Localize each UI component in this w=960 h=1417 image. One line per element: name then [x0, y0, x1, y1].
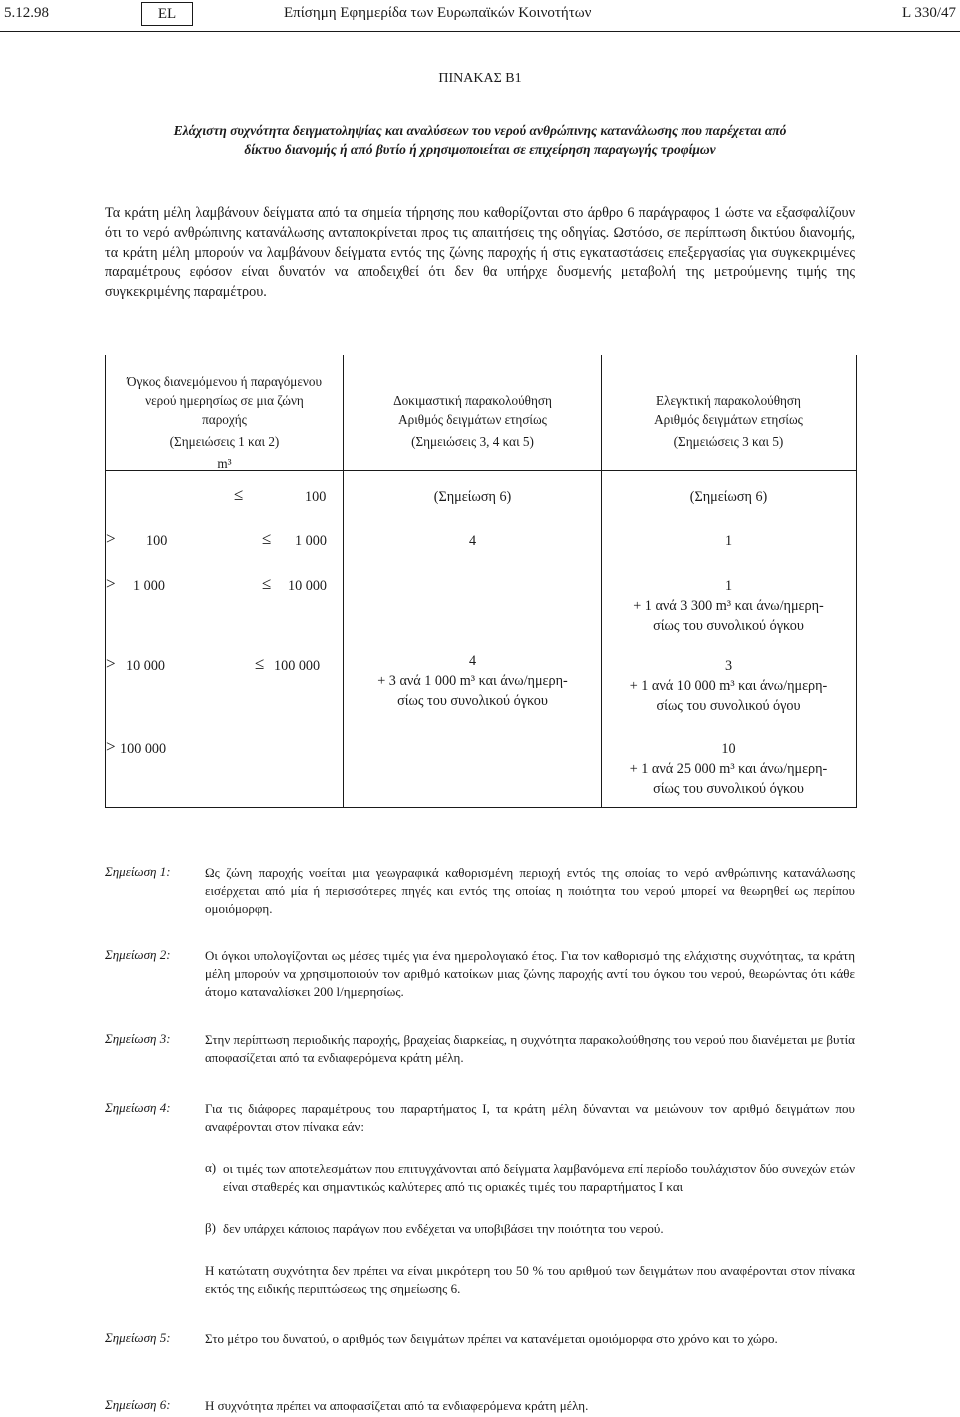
header-page-ref: L 330/47 [901, 5, 956, 21]
note5-text [205, 1330, 855, 1348]
row2-gt-symbol: > [106, 529, 116, 548]
col1-header [106, 372, 343, 473]
col1-header-unit: m³ [217, 456, 232, 471]
note3-label: Σημείωση 3: [105, 1031, 171, 1046]
row5-lower: 100 000 [120, 741, 167, 757]
note6-label: Σημείωση 6: [105, 1397, 171, 1412]
intro-text: Τα κράτη μέλη λαμβάνουν δείγματα από τα σημεία τήρησης που καθορίζονται στο άρθρο 6 παράγραφος 1 ώστε να εξασφαλίζουν ότι το νερό ανθρώπινης κατανάλωσης ανταποκρίνεται προς τις απαιτήσεις της οδηγίας. Ωστόσο, σε περίπτωση δικτύου διανομής, τα κράτη μέλη μπορούν να λαμβάνουν δείγματα εντός της ζώνης παροχής ή στις εγκαταστάσεις επεξεργασίας για συγκεκριμένες παραμέτρους εφόσον είναι δυνατόν να αποδειχθεί ότι δεν θα υπήρχε δυσμενής μεταβολή της μετρούμενης τιμής της συγκεκριμένης παραμέτρου. [105, 205, 855, 301]
row4-audit-extra: + 1 ανά 10 000 m³ και άνω/ημερη- [629, 678, 828, 694]
note3-paragraph: Στην περίπτωση περιοδικής παροχής, βραχείας διαρκείας, η συχνότητα παρακολούθησης του νερού που διανέμεται με βυτία αποφασίζεται από τα ενδιαφερόμενα κράτη μέλη. [205, 1032, 855, 1065]
table-title: ΠΙΝΑΚΑΣ Β1 [438, 71, 522, 86]
note5-paragraph: Στο μέτρο του δυνατού, ο αριθμός των δειγμάτων πρέπει να κατανέμεται ομοιόμορφα στο χρόνο και το χώρο. [205, 1331, 778, 1346]
row4-gt-symbol: > [106, 654, 116, 673]
table-subtitle-line1: Ελάχιστη συχνότητα δειγματοληψίας και αναλύσεων του νερού ανθρώπινης κατανάλωσης που παρέχεται από [173, 123, 787, 138]
note2-text [205, 947, 855, 1001]
header-journal-title: Επίσημη Εφημερίδα των Ευρωπαϊκών Κοινοτήτων [284, 5, 592, 21]
note4-item-b-marker: β) [205, 1220, 216, 1235]
note1-paragraph: Ως ζώνη παροχής νοείται μια γεωγραφικά καθορισμένη περιοχή εντός της οποίας το νερό ανθρώπινης κατανάλωσης εισέρχεται από μία ή περισσότερες πηγές και εντός της οποίας η ποιότητα του νερού μπορεί να θεωρηθεί ως περίπου ομοιόμορφη. [205, 865, 855, 916]
header-rule [0, 31, 960, 32]
row5-audit-base: 10 [721, 741, 736, 757]
note3-text [205, 1031, 855, 1067]
col2-header-line1: Δοκιμαστική παρακολούθηση [393, 393, 552, 408]
col3-header-notes: (Σημειώσεις 3 και 5) [673, 434, 784, 449]
row3-gt-symbol: > [106, 574, 116, 593]
row2-audit-samples: 1 [724, 533, 733, 549]
row4-audit-samples [602, 656, 855, 716]
row3-le-symbol: ≤ [262, 574, 272, 593]
row5-gt-symbol: > [106, 737, 116, 756]
row3-upper: 10 000 [288, 578, 328, 594]
row2-upper: 1 000 [295, 533, 327, 549]
row4-trial-extra-cont: σίως του συνολικού όγκου [397, 693, 548, 709]
row4-audit-base: 3 [724, 658, 733, 674]
col1-header-line2: νερού ημερησίως σε μια ζώνη [145, 393, 304, 408]
row1-audit-samples: (Σημείωση 6) [689, 489, 768, 505]
col3-header [602, 391, 855, 451]
col1-header-notes: (Σημειώσεις 1 και 2) [169, 434, 280, 449]
row3-audit-extra: + 1 ανά 3 300 m³ και άνω/ημερη- [633, 598, 824, 614]
note4-paragraph: Για τις διάφορες παραμέτρους του παραρτήματος I, τα κράτη μέλη δύνανται να μειώνουν τον αριθμό δειγμάτων που αναφέρονται στον πίνακα εάν: [205, 1101, 855, 1134]
row3-audit-extra-cont: σίως του συνολικού όγκου [653, 618, 804, 634]
row2-lower: 100 [146, 533, 168, 549]
row4-audit-extra-cont: σίως του συνολικού όγου [656, 698, 801, 714]
note4-label: Σημείωση 4: [105, 1100, 171, 1115]
row5-audit-extra-cont: σίως του συνολικού όγκου [653, 781, 804, 797]
row5-audit-samples [602, 739, 855, 799]
row4-trial-samples [344, 651, 601, 711]
col3-header-line1: Ελεγκτική παρακολούθηση [656, 393, 801, 408]
note4-tail [205, 1262, 855, 1298]
intro-paragraph [105, 204, 855, 303]
note6-text [205, 1397, 855, 1415]
note1-label: Σημείωση 1: [105, 864, 171, 879]
row3-audit-samples [602, 576, 855, 636]
col1-header-line3: παροχής [202, 412, 247, 427]
row4-trial-base: 4 [468, 653, 477, 669]
note1-text [205, 864, 855, 918]
row4-lower: 10 000 [126, 658, 166, 674]
header-date: 5.12.98 [4, 5, 49, 21]
row1-trial-samples: (Σημείωση 6) [433, 489, 512, 505]
note4-item-b-text [223, 1220, 855, 1238]
row5-audit-extra: + 1 ανά 25 000 m³ και άνω/ημερη- [629, 761, 828, 777]
col2-header [344, 391, 601, 451]
note2-paragraph: Οι όγκοι υπολογίζονται ως μέσες τιμές για ένα ημερολογιακό έτος. Για τον καθορισμό της ελάχιστης συχνότητας, τα κράτη μέλη μπορούν να χρησιμοποιούν τον αριθμό κατοίκων μιας ζώνης παροχής αντί του όγκου του νερού, θεωρώντας ότι κάθε άτομο καταναλίσκει 200 l/ημερησίως. [205, 948, 855, 999]
row2-le-symbol: ≤ [262, 529, 272, 548]
row3-lower: 1 000 [133, 578, 165, 594]
note4-tail-paragraph: Η κατώτατη συχνότητα δεν πρέπει να είναι μικρότερη του 50 % του αριθμού των δειγμάτων που αναφέρονται στον πίνακα εκτός της ειδικής περιπτώσεως της σημείωσης 6. [205, 1263, 855, 1296]
note2-label: Σημείωση 2: [105, 947, 171, 962]
note4-item-b-paragraph: δεν υπάρχει κάποιος παράγων που ενδέχεται να υποβιβάσει την ποιότητα του νερού. [223, 1221, 664, 1236]
col1-header-line1: Όγκος διανεμόμενου ή παραγόμενου [126, 374, 322, 389]
note4-text [205, 1100, 855, 1136]
note4-item-a-text [223, 1160, 855, 1196]
row1-upper: 100 [305, 489, 327, 505]
note4-item-a-marker: α) [205, 1160, 217, 1175]
note4-item-a-paragraph: οι τιμές των αποτελεσμάτων που επιτυγχάνονται από δείγματα λαμβανόμενα επί περίοδο τουλάχιστον δύο συνεχών ετών είναι σταθερές και σημαντικώς καλύτερες από τις οριακές τιμές του παραρτήματος I και [223, 1161, 855, 1194]
col2-header-notes: (Σημειώσεις 3, 4 και 5) [411, 434, 534, 449]
table-subtitle-line2: δίκτυο διανομής ή από βυτίο ή χρησιμοποιείται σε επιχείρηση παραγωγής τροφίμων [244, 142, 716, 157]
row4-le-symbol: ≤ [255, 654, 265, 673]
row4-trial-extra: + 3 ανά 1 000 m³ και άνω/ημερη- [377, 673, 568, 689]
note5-label: Σημείωση 5: [105, 1330, 171, 1345]
col2-header-line2: Αριθμός δειγμάτων ετησίως [398, 412, 547, 427]
note6-paragraph: Η συχνότητα πρέπει να αποφασίζεται από τα ενδιαφερόμενα κράτη μέλη. [205, 1398, 589, 1413]
col3-header-line2: Αριθμός δειγμάτων ετησίως [654, 412, 803, 427]
row2-trial-samples: 4 [468, 533, 477, 549]
row4-upper: 100 000 [274, 658, 321, 674]
header-language-box: EL [141, 2, 193, 26]
row3-audit-base: 1 [724, 578, 733, 594]
row1-le-symbol: ≤ [234, 485, 244, 504]
